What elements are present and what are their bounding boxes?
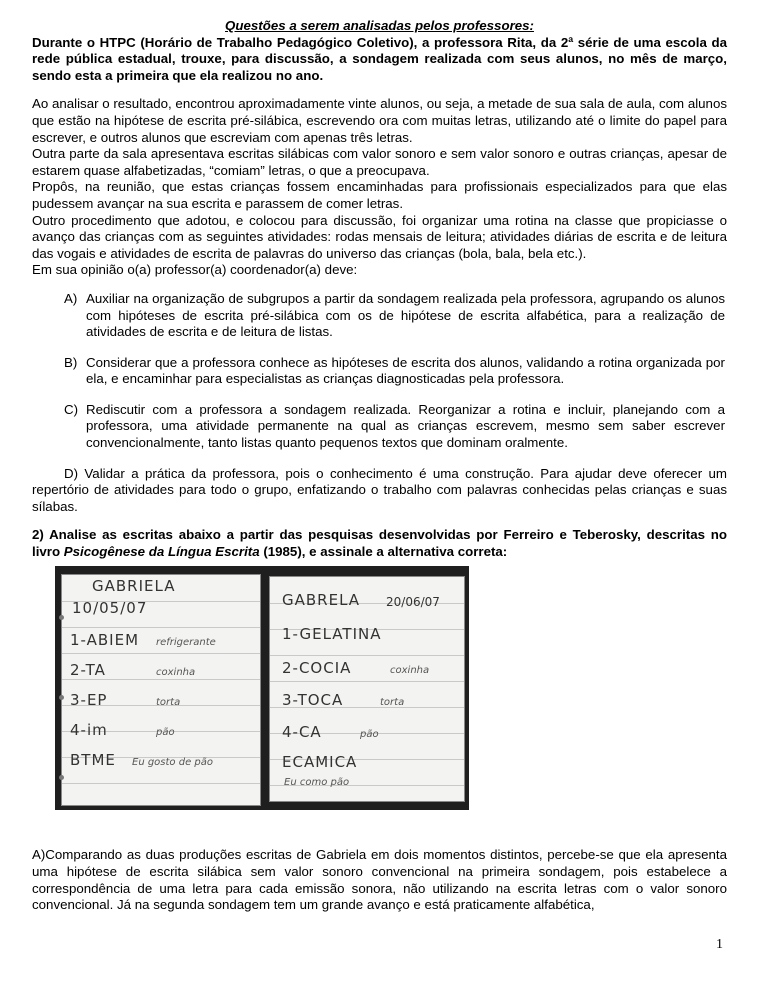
option-b-text: Considerar que a professora conhece as hipóteses de escrita dos alunos, validando a rotina organizada por ela, e encaminhar para especialistas as crianças diagnosticadas pela professora. <box>86 354 725 387</box>
option-a-text: Auxiliar na organização de subgrupos a partir da sondagem realizada pela professora, agrupando os alunos com hipóteses de escrita pré-silábica com os de hipótese de escrita alfabética, para a realização de atividades de escrita e de leitura de listas. <box>86 290 725 340</box>
right-line-1: 1-GELATINA <box>282 625 382 643</box>
right-note-5: Eu como pão <box>284 777 350 788</box>
intro-bold-paragraph: Durante o HTPC (Horário de Trabalho Pedagógico Coletivo), a professora Rita, da 2ª série de uma escola da rede pública estadual, trouxe, para discussão, a sondagem realizada com seus alunos, no mês de março, sendo esta a primeira que ela realizou no ano. <box>32 34 727 83</box>
left-line-4: 4-im <box>70 721 108 739</box>
left-note-3: torta <box>156 697 181 708</box>
left-line-2: 2-TA <box>70 661 106 679</box>
right-line-2: 2-COCIA <box>282 659 352 677</box>
left-sheet <box>61 574 261 806</box>
right-date: 20/06/07 <box>386 595 440 609</box>
book-title: Psicogênese da Língua Escrita <box>63 544 260 560</box>
option-d: D) Validar a prática da professora, pois o conhecimento é uma construção. Para ajudar deve oferecer um repertório de atividades para todo o grupo, enfatizando o trabalho com palavras conhecidas pelas crianças e suas sílabas. <box>32 465 727 514</box>
right-line-3: 3-TOCA <box>282 691 344 709</box>
right-line-5: ECAMICA <box>282 753 358 771</box>
left-line-1: 1-ABIEM <box>70 631 140 649</box>
right-sheet <box>269 576 465 802</box>
paragraph-proposal: Propôs, na reunião, que estas crianças fossem encaminhadas para profissionais especializados para que elas pudessem avançar na sua escrita e parassem de comer letras. <box>32 179 727 211</box>
paragraph-question: Em sua opinião o(a) professor(a) coordenador(a) deve: <box>32 262 358 278</box>
option-b <box>64 355 725 388</box>
left-name: GABRIELA <box>92 577 176 595</box>
right-note-2: coxinha <box>390 665 430 676</box>
paragraph-syllabic: Outra parte da sala apresentava escritas silábicas com valor sonoro e sem valor sonoro e outras crianças, apesar de estarem quase alfabetizadas, “comiam” letras, o que a preocupava. <box>32 146 727 178</box>
document-body <box>32 18 727 561</box>
option-a <box>64 291 725 341</box>
left-note-4: pão <box>156 727 175 738</box>
right-note-3: torta <box>380 697 405 708</box>
option-c-text: Rediscutir com a professora a sondagem realizada. Reorganizar a rotina e incluir, planejando com a professora, uma atividade permanente na qual as crianças escrevem, mesmo sem saber escrever convencionalmente, tanto listas quanto pequenos textos que dominam oralmente. <box>86 401 725 451</box>
left-note-1: refrigerante <box>156 637 216 648</box>
page-number: 1 <box>716 937 723 952</box>
left-note-5: Eu gosto de pão <box>132 757 214 768</box>
paragraph-routine: Outro procedimento que adotou, e colocou para discussão, foi organizar uma rotina na classe que propiciasse o avanço das crianças com as seguintes atividades: rodas mensais de leitura; atividades diárias de escrita e de leitura das vogais e atividades de escrita de palavras do universo das crianças (bola, bala, bela etc.). <box>32 212 727 261</box>
paragraph-analysis: Ao analisar o resultado, encontrou aproximadamente vinte alunos, ou seja, a metade de sua sala de aula, com alunos que estão na hipótese de escrita pré-silábica, escrevendo ora com muitas letras, utilizando até o limite do papel para escrever, e outros alunos que escreviam com apenas três letras. <box>32 96 727 145</box>
question-2 <box>32 527 727 560</box>
option-c-label: C) <box>64 401 79 417</box>
right-line-4: 4-CA <box>282 723 322 741</box>
option-a-label: A) <box>64 290 78 306</box>
option-c <box>64 402 725 452</box>
left-line-5: BTME <box>70 751 116 769</box>
left-date: 10/05/07 <box>72 599 148 617</box>
question-2-text-end: (1985), e assinale a alternativa correta: <box>259 544 508 560</box>
handwriting-photo <box>55 566 469 810</box>
answer-a: A)Comparando as duas produções escritas de Gabriela em dois momentos distintos, percebe-se que ela apresenta uma hipótese de escrita silábica sem valor sonoro convencional na primeira sondagem, pois estabelece a correspondência de uma letra para cada emissão sonora, não utilizando na escrita letras com o valor sonoro convencional. Já na segunda sondagem tem um grande avanço e está praticamente alfabética, <box>32 847 727 913</box>
question-2-text: 2) Analise as escritas abaixo a partir das pesquisas desenvolvidas por Ferreiro e Teberosky, descritas no livro <box>32 527 727 560</box>
right-note-4: pão <box>360 729 379 740</box>
right-name: GABRELA <box>282 591 361 609</box>
document-title: Questões a serem analisadas pelos professores: <box>225 18 534 33</box>
left-line-3: 3-EP <box>70 691 108 709</box>
left-note-2: coxinha <box>156 667 196 678</box>
option-b-label: B) <box>64 354 78 370</box>
